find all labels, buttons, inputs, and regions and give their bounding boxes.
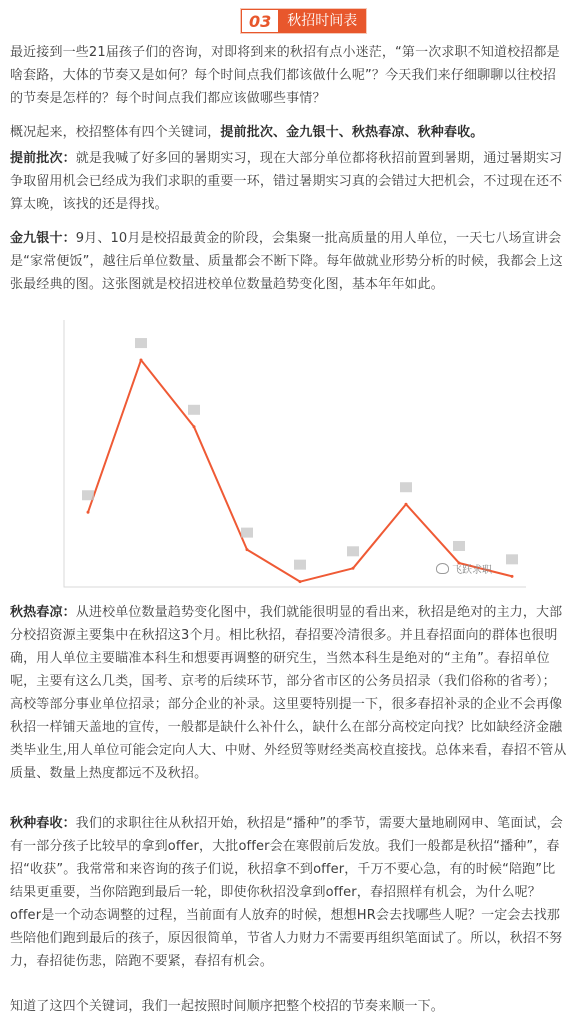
data-point-3 (193, 425, 196, 428)
overview-keywords: 提前批次、金九银十、秋热春凉、秋种春收。 (220, 125, 484, 140)
section-header (0, 6, 577, 36)
golden-label: 金九银十： (10, 231, 76, 246)
recruitment-trend-chart (60, 314, 530, 590)
golden-paragraph (10, 227, 568, 296)
series-line (88, 360, 512, 582)
data-label-4 (241, 528, 253, 538)
hot-cold-text: 从进校单位数量趋势变化图中，我们就能很明显的看出来，秋招是绝对的主力，大部分校招资源主要集中在秋招这3个月。相比秋招，春招要冷清很多。并且春招面向的群体也很明确，用人单位主要瞄准本科生和想要再调整的研究生，当然本科生是绝对的“主角”。春招单位呢，主要有这么几类，国考、京考的后续环节，部分省市区的公务员招录（我们俗称的省考）；高校等部分事业单位招录；部分企业的补录。这里要特别提一下，很多春招补录的企业不会再像秋招一样铺天盖地的宣传，一般都是缺什么补什么，缺什么在部分高校定向找？比如缺经济金融类毕业生,用人单位可能会定向人大、中财、外经贸等财经类高校直接找。总体来看，春招不管从质量、数量上热度都远不及秋招。 (10, 605, 567, 781)
sow-harvest-label: 秋种春收： (10, 816, 76, 831)
data-label-1 (82, 490, 94, 500)
overview-paragraph (10, 121, 568, 144)
data-label-8 (453, 541, 465, 551)
data-point-5 (299, 580, 302, 583)
section-title: 秋招时间表 (278, 9, 366, 33)
chart-watermark (436, 561, 492, 576)
wechat-icon (436, 563, 449, 574)
intro-paragraph: 最近接到一些21届孩子们的咨询，对即将到来的秋招有点小迷茫，“第一次求职不知道校招都是啥套路，大体的节奏又是如何？每个时间点我们都该做什么呢”？今天我们来仔细聊聊以往校招的节奏是怎样的？每个时间点我们都应该做哪些事情？ (10, 45, 560, 106)
closing-paragraph: 知道了这四个关键词，我们一起按照时间顺序把整个校招的节奏来顺一下。 (10, 999, 444, 1014)
data-label-2 (135, 338, 147, 348)
chart-svg (60, 314, 530, 590)
early-batch-label: 提前批次： (10, 151, 76, 166)
sow-harvest-paragraph (10, 812, 568, 973)
hot-cold-paragraph (10, 601, 568, 785)
data-point-4 (246, 548, 249, 551)
data-point-2 (140, 359, 143, 362)
data-point-9 (511, 575, 514, 578)
data-point-7 (405, 503, 408, 506)
data-label-9 (506, 554, 518, 564)
data-label-6 (347, 546, 359, 556)
sow-harvest-text: 我们的求职往往从秋招开始，秋招是“播种”的季节，需要大量地刷网申、笔面试，会有一部分孩子比较早的拿到offer，大批offer会在寒假前后发放。我们一般都是秋招“播种”，春招“收获”。我常常和来咨询的孩子们说，秋招拿不到offer，千万不要心急，有的时候“陪跑”比结果更重要，当你陪跑到最后一轮，即使你秋招没拿到offer，春招照样有机会，为什么呢？offer是一个动态调整的过程，当前面有人放弃的时候，想想HR会去找哪些人呢？一定会去找那些陪他们跑到最后的孩子，原因很简单，节省人力财力不需要再组织笔面试了。所以，秋招不努力，春招徒伤悲，陪跑不要紧，春招有机会。 (10, 816, 563, 969)
overview-prefix: 概况起来，校招整体有四个关键词， (10, 125, 221, 140)
data-point-6 (352, 567, 355, 570)
data-label-5 (294, 560, 306, 570)
data-point-1 (87, 511, 90, 514)
early-batch-paragraph (10, 147, 568, 216)
hot-cold-label: 秋热春凉： (10, 605, 76, 620)
golden-text: 9月、10月是校招最黄金的阶段，会集聚一批高质量的用人单位，一天七八场宣讲会是“家常便饭”，越往后单位数量、质量都会不断下降。每年做就业形势分析的时候，我都会上这张最经典的图。这张图就是校招进校单位数量趋势变化图，基本年年如此。 (10, 231, 563, 292)
data-label-7 (400, 482, 412, 492)
data-label-3 (188, 405, 200, 415)
section-number: 03 (241, 9, 278, 33)
watermark-text: 飞跃求职 (452, 565, 492, 576)
section-badge (241, 9, 366, 33)
early-batch-text: 就是我喊了好多回的暑期实习，现在大部分单位都将秋招前置到暑期，通过暑期实习争取留用机会已经成为我们求职的重要一环，错过暑期实习真的会错过大把机会，不过现在还不算太晚，该找的还是得找。 (10, 151, 563, 212)
